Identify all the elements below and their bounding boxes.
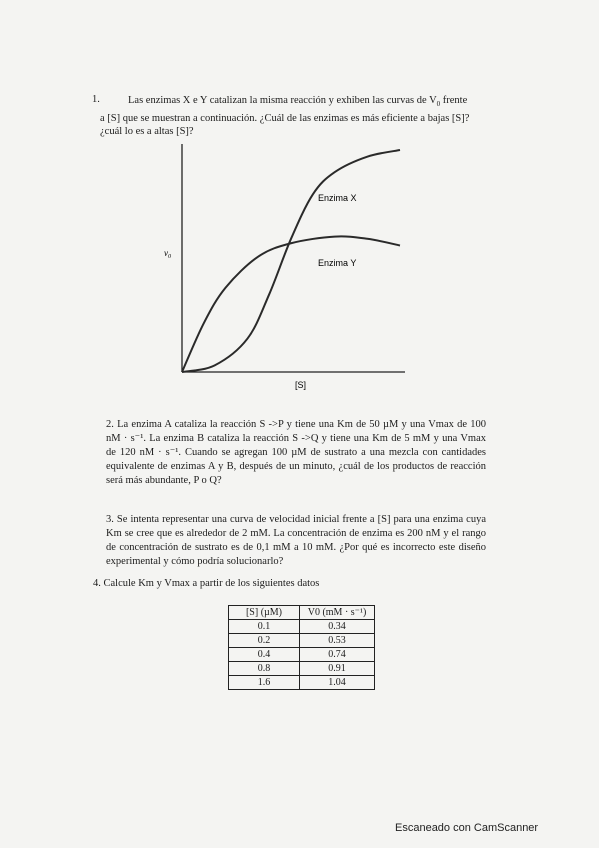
- table-row: [229, 662, 375, 676]
- question-4: [93, 577, 473, 591]
- scanner-footer: Escaneado con CamScanner: [395, 822, 539, 834]
- table-row: [229, 648, 375, 662]
- series-line-enzima-y: [182, 236, 400, 372]
- cell-velocity: 0.34: [300, 620, 375, 634]
- data-table: [228, 605, 375, 690]
- question-3-number: 3.: [106, 514, 114, 525]
- header-velocity: V0 (mM · s⁻¹): [300, 606, 375, 620]
- question-2: [106, 418, 486, 488]
- table-row: [229, 620, 375, 634]
- cell-substrate: 0.4: [229, 648, 300, 662]
- question-2-text: La enzima A cataliza la reacción S ->P y tiene una Km de 50 µM y una Vmax de 100 nM · s⁻¹. La enzima B cataliza la reacción S ->Q y tiene una Km de 5 mM y una Vmax de 120 nM · s⁻¹. Cuando se agregan 100 µM de sustrato a una mezcla con cantidades equivalente de enzimas A y B, después de un minuto, ¿cuál de los productos de reacción será más abundante, P o Q?: [106, 419, 486, 486]
- cell-substrate: 1.6: [229, 676, 300, 690]
- series-label-enzima-x: Enzima X: [318, 193, 357, 203]
- velocity-vs-substrate-chart: [160, 138, 420, 400]
- question-3-text: Se intenta representar una curva de velocidad inicial frente a [S] para una enzima cuya Km se cree que es alrededor de 2 mM. La concentración de enzima es 200 nM y el rango de concentración de sustrato es de 0,1 mM a 10 mM. ¿Por qué es incorrecto este diseño experimental y cómo podría solucionarlo?: [106, 514, 486, 567]
- table-header-row: [229, 606, 375, 620]
- question-2-number: 2.: [106, 419, 114, 430]
- question-1-number: 1.: [92, 94, 100, 105]
- question-4-text: Calcule Km y Vmax a partir de los siguientes datos: [103, 578, 320, 589]
- question-3: [106, 513, 486, 569]
- y-axis-label: $v_0$: [164, 248, 171, 260]
- table-row: [229, 676, 375, 690]
- question-1-line-3: ¿cuál lo es a altas [S]?: [100, 126, 194, 138]
- cell-velocity: 1.04: [300, 676, 375, 690]
- cell-velocity: 0.91: [300, 662, 375, 676]
- cell-substrate: 0.8: [229, 662, 300, 676]
- table-row: [229, 634, 375, 648]
- question-1-text: [100, 94, 492, 139]
- x-axis-label: [S]: [295, 380, 307, 390]
- question-4-number: 4.: [93, 578, 101, 589]
- series-line-enzima-x: [182, 150, 400, 372]
- series-label-enzima-y: Enzima Y: [318, 258, 357, 268]
- question-1-line-1: Las enzimas X e Y catalizan la misma reacción y exhiben las curvas de $V_0$ frente: [128, 95, 468, 109]
- cell-velocity: 0.53: [300, 634, 375, 648]
- cell-substrate: 0.1: [229, 620, 300, 634]
- cell-substrate: 0.2: [229, 634, 300, 648]
- question-1-line-2: a [S] que se muestran a continuación. ¿Cuál de las enzimas es más eficiente a bajas [S]?: [100, 112, 470, 124]
- cell-velocity: 0.74: [300, 648, 375, 662]
- header-substrate: [S] (µM): [229, 606, 300, 620]
